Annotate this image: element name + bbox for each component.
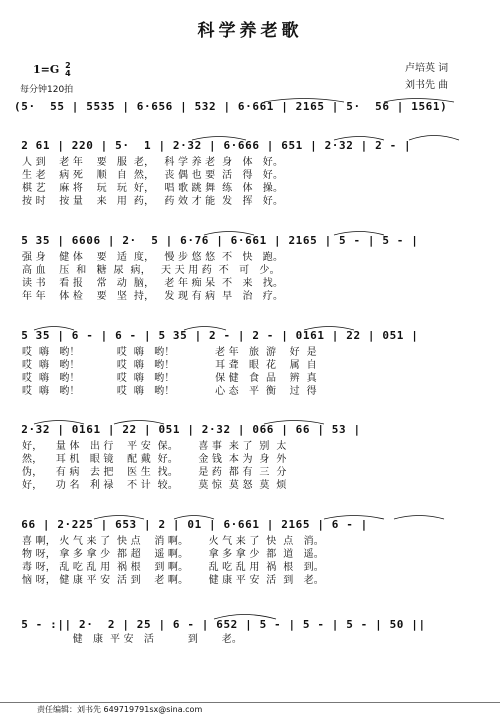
- lyric-line: 强 身 健 体 要 适 度， 慢 步 悠 悠 不 快 跑。: [22, 252, 284, 263]
- lyric-line: 物 呀， 拿 多 拿 少 都 超 遥 啊。 拿 多 拿 少 都 道 遥。: [22, 549, 324, 560]
- lyric-line: 哎 嗨 哟！ 哎 嗨 哟！ 心 态 平 衡 过 得: [22, 386, 317, 397]
- time-signature: [65, 62, 71, 78]
- lyric-line: 哎 嗨 哟！ 哎 嗨 哟！ 保 健 食 品 辨 真: [22, 373, 317, 384]
- time-signature-top: 2: [65, 61, 71, 70]
- key-signature: 1=G: [33, 63, 60, 76]
- score-line-3: 5 35 | 6606 | 2· 5 | 6·76 | 6·661 | 2165 | 5 - | 5 - |: [14, 234, 419, 247]
- lyric-line: 毒 呀， 乱 吃 乱 用 祸 根 到 啊。 乱 吃 乱 用 祸 根 到。: [22, 562, 324, 573]
- tempo-marking: 每分钟120拍: [20, 85, 74, 95]
- lyric-line: 哎 嗨 哟！ 哎 嗨 哟！ 耳 聋 眼 花 属 自: [22, 360, 317, 371]
- lyric-line: 按 时 按 量 来 用 药， 药 效 才 能 发 挥 好。: [22, 196, 284, 207]
- lyric-line: 棋 艺 麻 将 玩 玩 好， 唱 歌 跳 舞 练 体 操。: [22, 183, 284, 194]
- lyric-line: 好， 功 名 利 禄 不 计 较。 莫 惊 莫 怒 莫 烦: [22, 480, 287, 491]
- lyricist-credit: 卢培英 词: [405, 63, 449, 74]
- composer-credit: 刘书先 曲: [405, 80, 449, 91]
- score-line-7: 5 - :|| 2· 2 | 25 | 6 - | 652 | 5 - | 5 - | 5 - | 50 ||: [14, 618, 426, 631]
- lyric-line: 健 康 平 安 活 到 老。: [22, 634, 243, 645]
- lyric-line: 喜 啊， 火 气 来 了 快 点 消 啊。 火 气 来 了 快 点 消。: [22, 536, 324, 547]
- footer-credit: 责任编辑：刘书先 649719791sx@sina.com: [37, 705, 203, 714]
- lyric-line: 年 年 体 检 要 坚 持， 发 现 有 病 早 治 疗。: [22, 291, 284, 302]
- footer-divider: [0, 702, 500, 703]
- lyric-line: 伪， 有 病 去 把 医 生 找。 是 药 都 有 三 分: [22, 467, 287, 478]
- score-line-4: 5 35 | 6 - | 6 - | 5 35 | 2 - | 2 - | 0161 | 22 | 051 |: [14, 329, 419, 342]
- score-line-1: (5· 55 | 5535 | 6·656 | 532 | 6·661 | 2165 | 5· 56 | 1561): [14, 100, 448, 113]
- key-time-signature: [33, 62, 71, 78]
- time-signature-bottom: 4: [65, 69, 71, 78]
- score-line-5: 2·32 | 0161 | 22 | 051 | 2·32 | 066 | 66 | 53 |: [14, 423, 361, 436]
- lyric-line: 然， 耳 机 眼 镜 配 戴 好。 金 钱 本 为 身 外: [22, 454, 287, 465]
- song-title: 科学养老歌: [197, 21, 303, 41]
- lyric-line: 恼 呀， 健 康 平 安 活 到 老 啊。 健 康 平 安 活 到 老。: [22, 575, 324, 586]
- score-line-6: 66 | 2·225 | 653 | 2 | 01 | 6·661 | 2165 | 6 - |: [14, 518, 368, 531]
- lyric-line: 人 到 老 年 要 服 老， 科 学 养 老 身 体 好。: [22, 157, 284, 168]
- lyric-line: 哎 嗨 哟！ 哎 嗨 哟！ 老 年 旅 游 好 是: [22, 347, 317, 358]
- lyric-line: 好， 量 体 出 行 平 安 保。 喜 事 来 了 别 太: [22, 441, 287, 452]
- lyric-line: 高 血 压 和 糖 尿 病， 天 天 用 药 不 可 少。: [22, 265, 280, 276]
- lyric-line: 读 书 看 报 常 动 脑， 老 年 痴 呆 不 来 找。: [22, 278, 284, 289]
- lyric-line: 生 老 病 死 顺 自 然， 丧 偶 也 要 活 得 好。: [22, 170, 284, 181]
- score-line-2: 2 61 | 220 | 5· 1 | 2·32 | 6·666 | 651 | 2·32 | 2 - |: [14, 139, 412, 152]
